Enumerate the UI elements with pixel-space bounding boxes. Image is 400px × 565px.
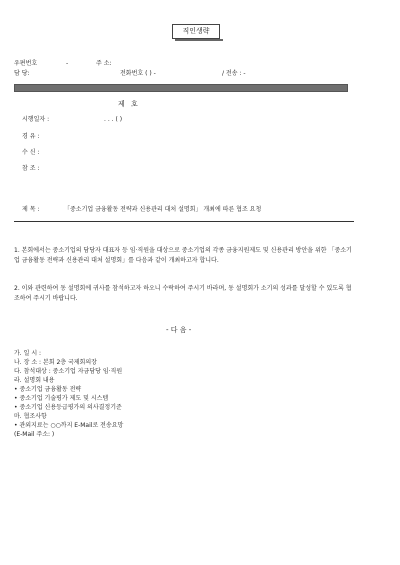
postal-dash: - — [66, 60, 69, 67]
subject-label: 제 목 : — [22, 206, 40, 213]
detail-line-content-heading: 라. 설명회 내용 — [14, 377, 55, 384]
field-label-via: 경 유 : — [22, 133, 40, 140]
detail-line-cooperation-heading: 마. 협조사항 — [14, 413, 47, 420]
detail-line-date: 가. 일 시 : — [14, 350, 42, 357]
title-box — [172, 24, 220, 39]
detail-line-place: 나. 장 소 : 본회 2층 국제회의장 — [14, 359, 97, 366]
detail-line-email: (E-Mail 주소: ) — [14, 431, 55, 438]
contact-label: 담 당: — [14, 70, 30, 77]
paragraph-2: 2. 이와 관련하여 동 설명회에 귀사를 참석하고자 하오니 수락하여 주시기 바라며, 동 설명회가 소기의 성과를 달성할 수 있도록 협조하여 주시기 바랍니다. — [14, 285, 352, 302]
detail-line-target: 다. 참석대상 : 중소기업 자금담당 임·직원 — [14, 368, 123, 375]
detail-line-cooperation-1: • 관외지료는 ○○까지 E-Mail로 전송요망 — [14, 422, 124, 429]
subject-text: 「중소기업 금융활동 전략과 신용관리 대처 설명회」 개최에 따른 협조 요청 — [64, 206, 262, 213]
paragraph-1: 1. 본회에서는 중소기업의 담당자 대표자 등 임·직원을 대상으로 중소기업의 각종 금융지원제도 및 신용관리 방안을 위한 「중소기업 금융활동 전략과 신용관리 대처 설명회」를 다음과 같이 개최하고자 합니다. — [14, 247, 352, 264]
header-divider-bar — [14, 84, 348, 92]
detail-line-content-1: • 중소기업 금융활동 전략 — [14, 386, 82, 393]
fax-label: / 전송 : - — [222, 70, 246, 77]
document-title: 직인생략 — [182, 27, 210, 36]
postal-label: 우편번호 — [14, 60, 38, 67]
subject-underline — [14, 221, 354, 222]
field-value-date: . . . ( ) — [104, 116, 123, 123]
field-label-reference: 참 조 : — [22, 165, 40, 172]
field-label-recipient: 수 신 : — [22, 149, 40, 156]
detail-line-content-2: • 중소기업 기술평가 제도 및 시스템 — [14, 395, 109, 402]
field-label-date: 시행일자 : — [22, 116, 50, 123]
center-heading: - 다 음 - — [166, 326, 192, 334]
detail-line-content-3: • 중소기업 신용등급평가의 의사결정기준 — [14, 404, 122, 411]
section-number-title: 제 호 — [118, 100, 140, 108]
phone-label: 전화번호 ( ) - — [120, 70, 156, 77]
address-label: 주 소: — [96, 60, 112, 67]
